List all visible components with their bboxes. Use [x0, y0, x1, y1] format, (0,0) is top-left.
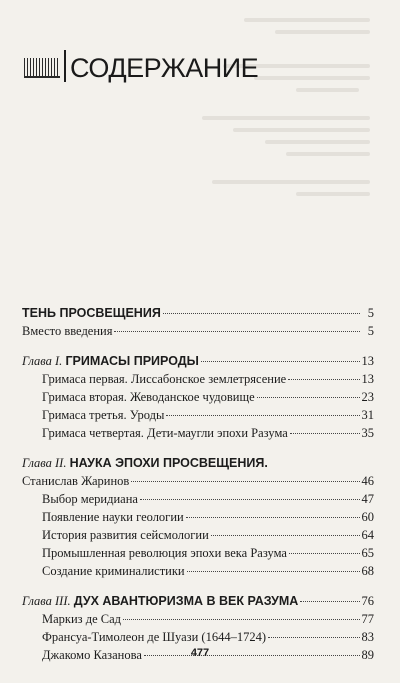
dot-leader — [300, 601, 359, 602]
toc-chapter-2 — [22, 454, 374, 472]
dot-leader — [290, 433, 360, 434]
dot-leader — [140, 499, 360, 500]
dot-leader — [163, 313, 360, 314]
dot-leader — [201, 361, 360, 362]
toc-entry: Создание криминалистики 68 — [42, 564, 374, 578]
dot-leader — [257, 397, 360, 398]
page-ref: 13 — [361, 372, 374, 386]
dot-leader — [268, 637, 359, 638]
toc-entry-intro: Вместо введения 5 — [22, 324, 374, 338]
page-ref: 5 — [367, 324, 374, 338]
page-ref: 64 — [361, 528, 374, 542]
toc-entry: Гримаса первая. Лиссабонское землетрясение 13 — [42, 372, 374, 386]
page-ref: 46 — [361, 474, 374, 488]
toc-entry: Франсуа-Тимолеон де Шуази (1644–1724) 83 — [42, 630, 374, 644]
toc-chapter-3 — [22, 592, 374, 610]
chapter-number: Глава II. — [22, 456, 67, 470]
page-ref: 13 — [361, 354, 374, 368]
toc-chapter-author: Станислав Жаринов 46 — [22, 474, 374, 488]
dot-leader — [186, 517, 360, 518]
dot-leader — [123, 619, 359, 620]
chapter-number: Глава III. — [22, 594, 71, 608]
dot-leader — [289, 553, 360, 554]
page-ref: 5 — [367, 306, 374, 320]
dot-leader — [114, 331, 360, 332]
toc-entry: Промышленная революция эпохи века Разума 65 — [42, 546, 374, 560]
page-ref: 23 — [361, 390, 374, 404]
page-ref: 77 — [361, 612, 374, 626]
heading-ornament — [24, 58, 60, 78]
chapter-title: ДУХ АВАНТЮРИЗМА В ВЕК РАЗУМА — [73, 594, 299, 608]
page-title: СОДЕРЖАНИЕ — [70, 53, 259, 83]
dot-leader — [131, 481, 359, 482]
page-ref: 35 — [361, 426, 374, 440]
page-ref: 68 — [361, 564, 374, 578]
toc-entry: Гримаса третья. Уроды 31 — [42, 408, 374, 422]
table-of-contents — [22, 304, 374, 664]
page-ref: 76 — [361, 594, 374, 608]
toc-entry: Гримаса четвертая. Дети-маугли эпохи Разума 35 — [42, 426, 374, 440]
page-ref: 83 — [361, 630, 374, 644]
dot-leader — [288, 379, 359, 380]
toc-chapter-1 — [22, 352, 374, 370]
toc-entry: Джакомо Казанова 89 — [42, 648, 374, 662]
dot-leader — [166, 415, 359, 416]
chapter-number: Глава I. — [22, 354, 63, 368]
toc-entry: Гримаса вторая. Жеводанское чудовище 23 — [42, 390, 374, 404]
toc-entry: Выбор меридиана 47 — [42, 492, 374, 506]
dot-leader — [211, 535, 360, 536]
chapter-title: ГРИМАСЫ ПРИРОДЫ — [65, 354, 199, 368]
contents-heading — [24, 50, 258, 82]
toc-entry: Появление науки геологии 60 — [42, 510, 374, 524]
heading-divider — [64, 50, 66, 82]
page-ref: 89 — [361, 648, 374, 662]
toc-entry: Маркиз де Сад 77 — [42, 612, 374, 626]
page-ref: 47 — [361, 492, 374, 506]
page-ref: 60 — [361, 510, 374, 524]
page-ref: 31 — [361, 408, 374, 422]
toc-entry-intro-title: ТЕНЬ ПРОСВЕЩЕНИЯ 5 — [22, 306, 374, 320]
toc-entry: История развития сейсмологии 64 — [42, 528, 374, 542]
page-number: 477 — [190, 647, 210, 659]
dot-leader — [187, 571, 360, 572]
page-ref: 65 — [361, 546, 374, 560]
chapter-title: НАУКА ЭПОХИ ПРОСВЕЩЕНИЯ. — [69, 456, 268, 470]
